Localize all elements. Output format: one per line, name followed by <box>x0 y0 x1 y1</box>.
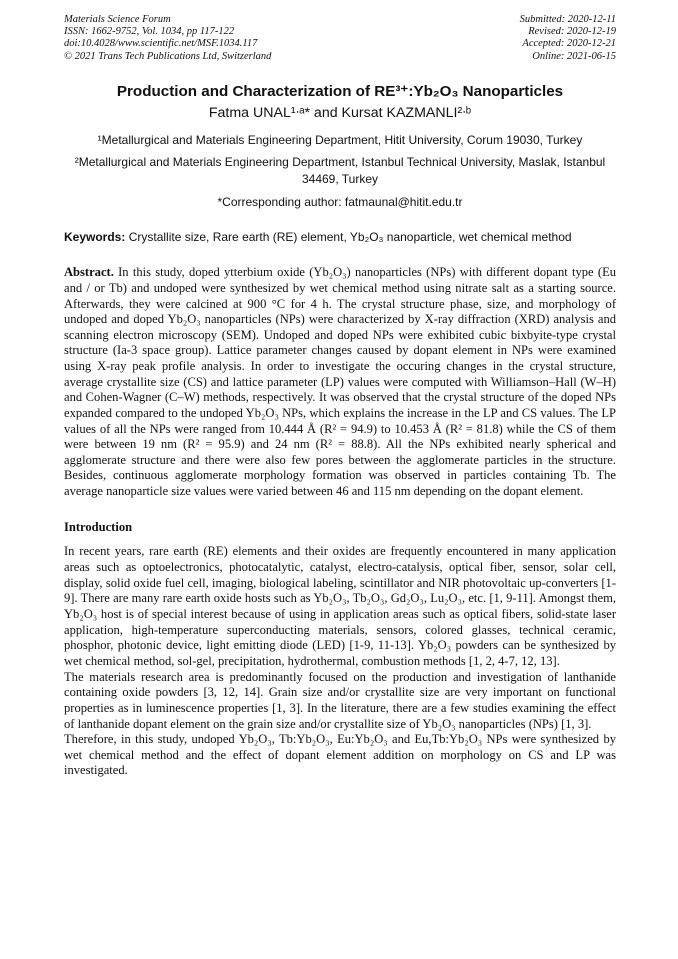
affiliation-2: ²Metallurgical and Materials Engineering Department, Istanbul Technical University, Maslak, Istanbul 34469, Turkey <box>74 155 606 186</box>
accepted-date: Accepted: 2020-12-21 <box>522 38 616 50</box>
keywords-text: Crystallite size, Rare earth (RE) element, Yb₂O₃ nanoparticle, wet chemical method <box>128 230 572 245</box>
abstract-label: Abstract. <box>64 265 114 280</box>
submitted-date: Submitted: 2020-12-11 <box>519 14 616 25</box>
corresponding-author: *Corresponding author: fatmaunal@hitit.edu.tr <box>217 195 463 210</box>
author-line: Fatma UNAL¹ᐧᵃ* and Kursat KAZMANLI²ᐧᵇ <box>208 104 472 121</box>
date-info <box>520 14 616 63</box>
journal-name: Materials Science Forum <box>64 14 171 25</box>
paper-page <box>64 14 616 779</box>
abstract-text: In this study, doped ytterbium oxide (Yb₂O₃) nanoparticles (NPs) with different dopant type (Eu and / or Tb) and undoped were synthesized by wet chemical method using nitrate salt as a starting source. Afterwards, they were calcined at 900 °C for 4 h. The crystal structure phase, size, and morphology of undoped and doped Yb₂O₃ nanoparticles (NPs) were characterized by X-ray diffraction (XRD) analysis and scanning electron microscopy (SEM). Undoped and doped NPs were exhibited cubic bixbyite-type crystal structure (Ia-3 space group). Lattice parameter changes caused by dopant element in NPs were examined using X-ray peak profile analysis. In order to investigate the occuring changes in the crystal structure, average crystallite size (CS) and lattice parameter (LP) values were computed with Williamson–Hall (W–H) and Cohen-Wagner (C–W) methods, respectively. It was observed that the crystal structure of the doped NPs expanded compared to the undoped Yb₂O₃ NPs, which explains the increase in the LP and CS values. The LP values of all the NPs were ranged from 10.444 Å (R² = 94.9) to 10.453 Å (R² = 81.8) while the CS of them were between 19 nm (R² = 95.9) and 24 nm (R² = 88.8). All the NPs exhibited nearly spherical and agglomerate structure and there were also few pores between the agglomerate particles in the structure. Besides, continuous agglomerate morphology formation was observed in particles containing Tb. The average nanoparticle size values were varied between 46 and 115 nm depending on the dopant element. <box>64 265 617 499</box>
introduction-body <box>64 544 616 779</box>
abstract <box>64 265 616 499</box>
issn-line: ISSN: 1662-9752, Vol. 1034, pp 117-122 <box>64 26 235 38</box>
online-date: Online: 2021-06-15 <box>532 50 616 62</box>
paper-title: Production and Characterization of RE³⁺:Yb₂O₃ Nanoparticles <box>116 82 564 100</box>
journal-info <box>64 14 271 63</box>
doi-line: doi:10.4028/www.scientific.net/MSF.1034.117 <box>64 38 258 50</box>
intro-paragraph-2: The materials research area is predominantly focused on the production and investigation of lanthanide containing oxide powders [3, 12, 14]. Grain size and/or crystallite size are very important on functional properties as in luminescence properties [1, 3]. In the literature, there are a few studies examining the effect of lanthanide dopant element on the grain size and/or crystallite size of Yb₂O₃ nanoparticles (NPs) [1, 3]. <box>64 669 616 731</box>
intro-paragraph-1: In recent years, rare earth (RE) elements and their oxides are frequently encountered in many application areas such as optoelectronics, photocatalytic, catalyst, electro-catalysis, optical fiber, sensor, solar cell, display, solid oxide fuel cell, imaging, biological labeling, scintillator and NIR photovoltaic up-converters [1-9]. There are many rare earth oxide hosts such as Yb₂O₃, Tb₂O₃, Gd₂O₃, Lu₂O₃, etc. [1, 9-11]. Amongst them, Yb₂O₃ host is of special interest because of using in application areas such as optical fibers, solid-state laser application, high-temperature superconducting materials, sensors, colored glasses, technical ceramic, phosphor, photonic device, light emitting diode (LED) [1-9, 11-13]. Yb₂O₃ powders can be synthesized by wet chemical method, sol-gel, precipitation, hydrothermal, combustion methods [1, 2, 4-7, 12, 13]. <box>64 544 616 668</box>
copyright-line: © 2021 Trans Tech Publications Ltd, Switzerland <box>64 50 272 62</box>
affiliation-1: ¹Metallurgical and Materials Engineering Department, Hitit University, Corum 19030, Turkey <box>97 132 583 147</box>
keywords-label: Keywords: <box>64 230 126 245</box>
intro-paragraph-3: Therefore, in this study, undoped Yb₂O₃, Tb:Yb₂O₃, Eu:Yb₂O₃ and Eu,Tb:Yb₂O₃ NPs were synthesized by wet chemical method and the effect of dopant element addition on morphology on CS and LP was investigated. <box>64 732 616 778</box>
publication-header <box>64 14 616 63</box>
revised-date: Revised: 2020-12-19 <box>528 26 616 38</box>
introduction-heading: Introduction <box>64 519 133 534</box>
keywords-line <box>64 229 616 245</box>
